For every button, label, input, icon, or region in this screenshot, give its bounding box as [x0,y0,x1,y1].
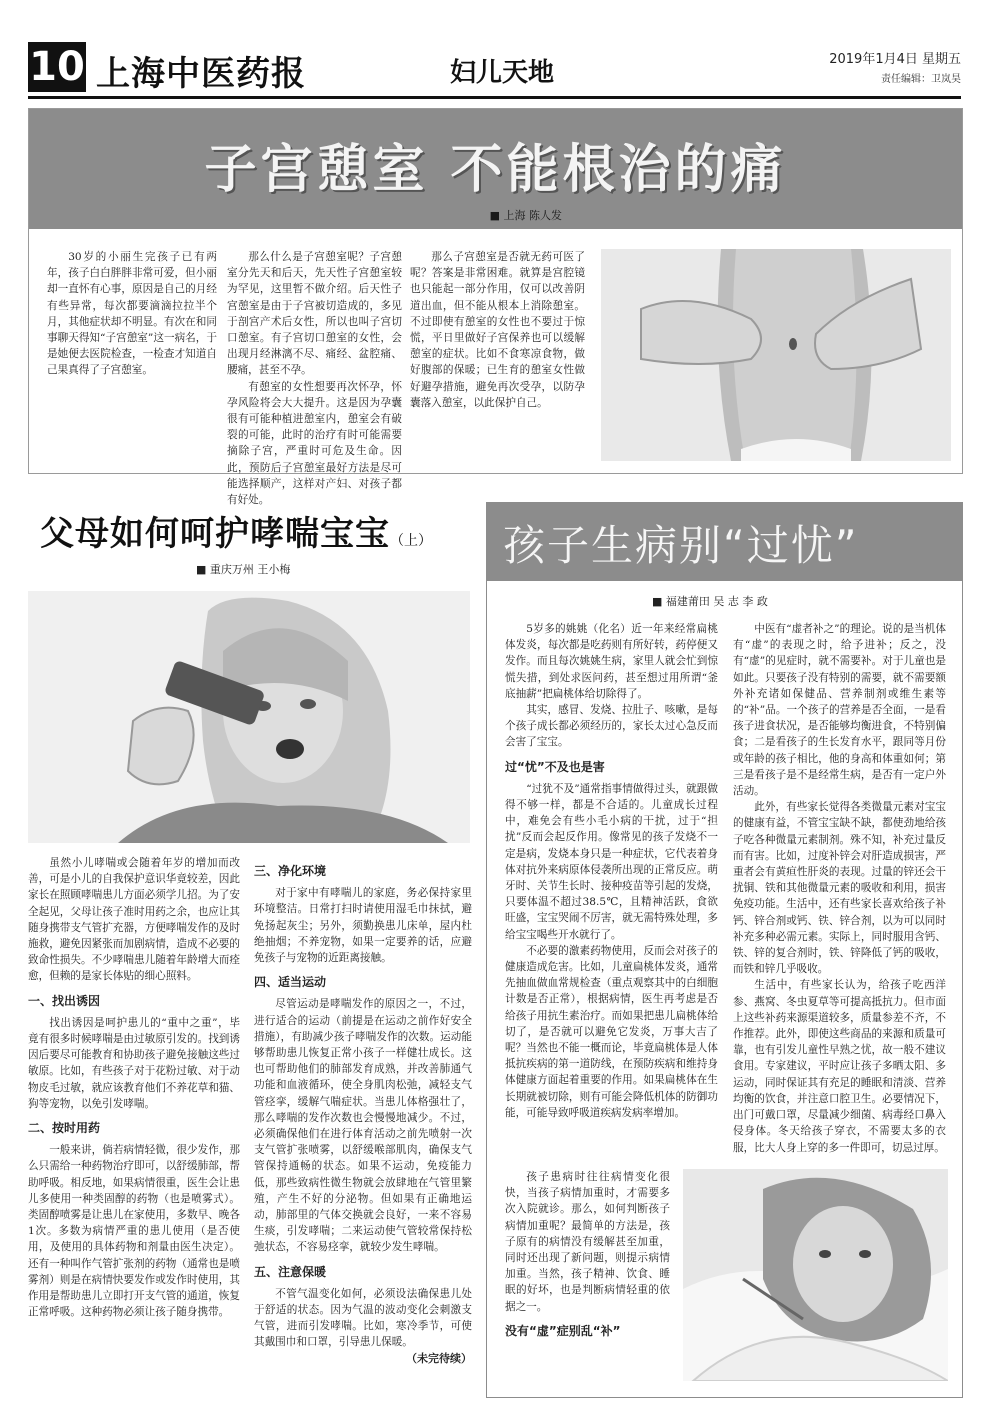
left-article-title-text: 父母如何呵护哮喘宝宝 [40,514,390,554]
to-be-continued-note: （未完待续） [406,1351,472,1365]
section-text: 对于家中有哮喘儿的家庭，务必保持家里环境整洁。日常打扫时请使用湿毛巾抹拭，避免扬起灰尘；另外，须勤换患儿床单，屋内杜绝抽烟；不养宠物，如果一定要养的话，应避免孩子与宠物的近距离接触。 [254,887,472,965]
section-text: 孩子患病时往往病情变化很快，当孩子病情加重时，才需要多次入院就诊。那么，如何判断孩子病情加重呢？最简单的方法是，孩子原有的病情没有缓解甚至加重，同时还出现了新问题，则提示病情加重。当然，孩子精神、饮食、睡眠的好坏，也是判断病情轻重的依据之一。 [505,1171,670,1313]
left-article-intro: 虽然小儿哮喘或会随着年岁的增加而改善，可是小儿的自我保护意识华竟较差，因此家长在照顾哮喘患儿方面必须学儿招。为了安全起见，父母让孩子准时用药之余，也应让其随身携带支气管扩充器，方便哮喘发作的及时施救，避免因紧张而加剧病情，造成不必要的致命性损失。不少哮喘患儿随着年龄增大而痊愈，但赖的是家长体贴的细心照料。 [28,857,240,983]
sick-girl-photo [683,1169,948,1381]
editor-credit: 责任编辑：卫岚昊 [881,74,961,85]
page-number: 10 [29,44,85,90]
section-text: 此外，有些家长觉得各类微量元素对宝宝的健康有益，不管宝宝缺不缺，都使劲地给孩子吃各种微量元素制剂。殊不知，补充过量反而有害。比如，过度补锌会对肝造成损害，严重者会有黄疸性肝炎的表现。过量的锌还会干扰铜、铁和其他微量元素的吸收和利用，损害免疫功能。生活中，还有些家长喜欢给孩子补钙、锌合剂或钙、铁、锌合剂，以为可以同时补充多种必需元素。实际上，同时服用含钙、铁、锌的复合剂时，铁、锌降低了钙的吸收，而铁和锌几乎吸收。 [733,801,946,976]
paper-name: 上海中医药报 [96,54,306,94]
boy-with-inhaler-illustration [28,591,470,843]
inhaler-boy-photo [28,591,470,843]
top-article [28,108,963,507]
section-text: “过犹不及”通常指事情做得过头，就跟做得不够一样，都是不合适的。儿童成长过程中，难免会有些小毛小病的干扰，过于“担扰”反而会起反作用。像常见的孩子发烧不一定是病，发烧本身只是一种症状，它代表着身体对抗外来病原体侵袭所出现的正常反应。萌牙时、关节生长时、接种疫苗等引起的发烧，只要体温不超过38.5℃，且精神活跃，食欲旺盛，宝宝哭闹不厉害，就无需特殊处理，多给宝宝喝些开水就行了。 [505,782,718,941]
top-article-title: 子宫憩室 不能根治的痛 [204,140,787,200]
right-article-title: 孩子生病别“过忧” [503,521,859,570]
top-article-column-3 [410,249,585,411]
section-text: 一般来讲，倘若病情轻微，很少发作，那么只需给一种药物治疗即可，以舒缓肺部，帮助呼吸。相反地，如果病情很重，医生会让患儿多使用一种类固醇的药物（也是喷雾式）。类固醇喷雾是让患儿在家使用，多数早、晚各1次。多数为病情严重的患儿使用（是否使用，及使用的具体药物和剂量由医生决定）。还有一种叫作气管扩张剂的药物（通常也是喷雾剂）则是在病情快要发作或发作时使用，其作用是帮助患儿立即打开支气管的通道，恢复正常呼吸。这种药物必须让孩子随身携带。 [28,1144,240,1319]
top-article-column-2 [227,249,402,508]
section-text: 找出诱因是呵护患儿的“重中之重”，毕竟有很多时候哮喘是由过敏原引发的。找到诱因后要尽可能教育和协助孩子避免接触这些过敏原。比如，有些孩子对于花粉过敏、对于动物皮毛过敏，就应该教育他们不养花草和猫、狗等宠物，以免引发哮喘。 [28,1016,240,1110]
masthead-rule [28,96,961,99]
right-article-column-1 [505,621,718,1121]
right-article-byline: ■ 福建莆田 吴 志 李 政 [652,595,768,608]
section-heading: 过“忧”不及也是害 [505,759,605,774]
left-article-byline: ■ 重庆万州 王小梅 [196,563,291,576]
section-text: 不必要的激素药物使用，反而会对孩子的健康造成危害。比如，儿童扁桃体发炎，通常先抽血做血常规检查（重点观察其中的白细胞计数是否正常），根据病情，医生再考虑是否给孩子用抗生素治疗。而如果把患儿扁桃体给切了，是否就可以避免它发炎，万事大吉了呢？当然也不能一概而论，毕竟扁桃体是人体抵抗疾病的第一道防线，在预防疾病和维持身体健康方面起着重要的作用。如果扁桃体在生长期就被切除，则有可能会降低机体的防御功能，可能导致呼吸道疾病发病率增加。 [505,944,718,1119]
section-name: 妇儿天地 [450,58,555,88]
left-article-title-suffix: （上） [390,533,432,549]
right-article-column-2 [733,621,946,1156]
right-article-column-1-lower [505,1169,670,1345]
top-article-paragraph: 那么子宫憩室是否就无药可医了呢？答案是非常困难。就算是宫腔镜也只能起一部分作用，仅可以改善阴道出血，但不能从根本上消除憩室。不过即使有憩室的女性也不要过于惊慌，平日里做好子宫保养也可以缓解憩室的症状。比如不食寒凉食物，做好腹部的保暖；已生育的憩室女性做好避孕措施，避免再次受孕，以防孕囊落入憩室，以此保护自己。 [410,251,585,409]
top-article-paragraph: 那么什么是子宫憩室呢？子宫憩室分先天和后天，先天性子宫憩室较为罕见，这里暂不做介绍。后天性子宫憩室是由于子宫被切造成的，多见于剖宫产术后女性，所以也叫子宫切口憩室。有子宫切口憩室的女性，会出现月经淋漓不尽、痛经、盆腔痛、腰痛，甚至不孕。 [227,251,402,377]
section-heading: 一、找出诱因 [28,993,101,1008]
section-heading: 四、适当运动 [254,975,327,990]
sick-girl-illustration [683,1169,948,1381]
section-text: 尽管运动是哮喘发作的原因之一，不过，进行适合的运动（前提是在运动之前作好安全措施），有助减少孩子哮喘发作的次数。运动能够帮助患儿恢复正常小孩子一样健壮成长。这也可帮助他们的肺部发育成熟，并改善肺通气功能和血液循环，使全身肌肉松弛，减轻支气管痉挛，缓解气喘症状。当患儿体格强壮了，那么哮喘的发作次数也会慢慢地减少。不过，必须确保他们在进行体育活动之前先喷射一次支气管扩张喷雾，以舒缓喉部肌肉，确保支气管保持通畅的状态。如果不运动，免疫能力低，那些致病性微生物就会放肆地在气管里繁殖，产生不好的分泌物。但如果有正确地运动，肺部里的气体交换就会良好，一来不容易生痰，引发哮喘；二来运动使气管较常保持松弛状态，不容易痉挛，就较少发生哮喘。 [254,998,472,1254]
top-article-paragraph: 有憩室的女性想要再次怀孕，怀孕风险将会大大提升。这是因为孕囊很有可能种植进憩室内，憩室会有破裂的可能，此时的治疗有时可能需要摘除子宫，严重时可危及生命。因此，预防后子宫憩室最好方法是尽可能选择顺产，这样对产妇、对孩子都有好处。 [227,380,402,507]
section-heading: 五、注意保暖 [254,1264,327,1279]
right-article-intro: 5岁多的姚姚（化名）近一年来经常扁桃体发炎，每次都是吃药则有所好转，药停便又发作。而且每次姚姚生病，家里人就会忙到惊慌失措，到处求医问药，甚至想过用所谓“釜底抽薪”把扁桃体给切除得了。 [505,623,718,700]
issue-date: 2019年1月4日 星期五 [829,52,961,67]
left-article-title [40,506,432,555]
section-text: 不管气温变化如何，必须设法确保患儿处于舒适的状态。因为气温的波动变化会刺激支气管，进而引发哮喘。比如，寒冷季节，可使其戴围巾和口罩，引导患儿保暖。 [254,1287,472,1349]
left-article-column-1 [28,855,240,1320]
belly-photo [601,249,951,461]
section-heading: 三、净化环境 [254,864,327,878]
right-article [486,502,963,1398]
section-heading: 二、按时用药 [28,1121,101,1136]
section-text: 中医有“虚者补之”的理论。说的是当机体有“虚”的表现之时，给予进补；反之，没有“虚”的见症时，就不需要补。对于儿童也是如此。只要孩子没有特别的需要，就不需要额外补充诸如保健品、营养制剂或维生素等的“补”品。一个孩子的营养是否全面，一是看孩子进食状况，是否能够均衡进食，不特别偏食；二是看孩子的生长发育水平，跟同等月份或年龄的孩子相比，他的身高和体重如何；第三是看孩子是不是经常生病，是否有一定户外活动。 [733,623,946,798]
section-heading: 没有“虚”症别乱“补” [505,1323,621,1338]
top-article-byline: ■ 上海 陈人发 [489,209,562,222]
belly-illustration [601,249,951,461]
top-article-column-1 [47,249,217,379]
section-text: 生活中，有些家长认为，给孩子吃西洋参、燕窝、冬虫夏草等可提高抵抗力。但市面上这些补药来源渠道较多，质量参差不齐，不作推荐。此外，即使这些商品的来源和质量可靠，也有引发儿童性早熟之忧，故一般不建议食用。专家建议，平时应让孩子多晒太阳、多运动，同时保证其有充足的睡眠和清淡、营养均衡的饮食，并注意口腔卫生。必要情况下，出门可戴口罩，尽量减少细菌、病毒经口鼻入侵身体。冬天给孩子穿衣，不需要太多的衣服，比大人身上穿的多一件即可，切忌过厚。 [733,979,946,1154]
left-article-column-2 [254,855,472,1367]
top-article-paragraph: 30岁的小丽生完孩子已有两年，孩子白白胖胖非常可爱，但小丽却一直怀有心事，原因是自己的月经有些异常，每次都要滴滴拉拉半个月，其他症状却不明显。有次在和同事聊天得知“子宫憩室”这一病名，于是她便去医院检查，一检查才知道自己果真得了子宫憩室。 [47,251,217,377]
right-article-intro: 其实，感冒、发烧、拉肚子、咳嗽，是每个孩子成长都必须经历的，家长太过心急反而会害了宝宝。 [505,704,718,749]
